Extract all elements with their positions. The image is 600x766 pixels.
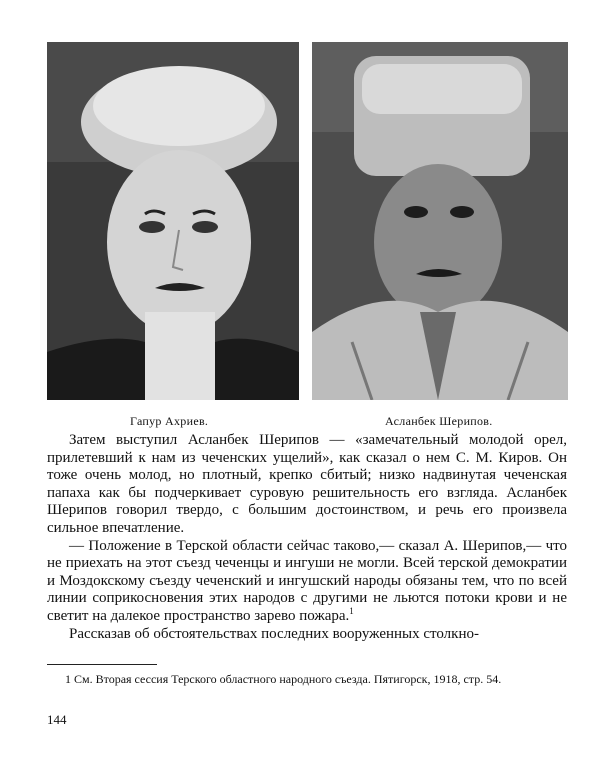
page-number: 144 <box>47 712 67 727</box>
paragraph-2 <box>47 538 567 626</box>
portrait-photo-left <box>47 42 299 400</box>
paragraph-3: Рассказав об обстоятельствах последних вооруженных столкно- <box>69 625 479 642</box>
footnote: 1 См. Вторая сессия Терского областного народного съезда. Пятигорск, 1918, стр. 54. <box>65 672 502 686</box>
paragraph-2-text: — Положение в Терской области сейчас таково,— сказал А. Шерипов,— что не приехать на этот съезд чеченцы и ингуши не могли. Всей терской демократии и Моздокскому съезду чеченский и ингушский народы обязаны тем, что по всей линии соприкосновения этих народов с другими не льются потоки крови и не светит на далекое пространство зарево пожара. <box>47 537 567 624</box>
portrait-photo-right <box>312 42 568 400</box>
paragraph-1: Затем выступил Асланбек Шерипов — «замечательный молодой орел, прилетевший к нам из чеченских ущелий», как сказал о нем С. М. Киров. Он тоже очень молод, но плотный, крепко сбитый; низко надвинутая чеченская папаха как бы подчеркивает суровую решительность его взгляда. Асланбек Шерипов говорил твердо, с большим достоинством, и речь его произвела сильное впечатление. <box>47 432 567 536</box>
caption-right-photo: Асланбек Шерипов. <box>385 414 493 428</box>
footnote-divider <box>47 664 157 665</box>
footnote-marker: 1 <box>349 605 354 616</box>
body-text <box>47 432 567 643</box>
caption-left-photo: Гапур Ахриев. <box>130 414 209 428</box>
